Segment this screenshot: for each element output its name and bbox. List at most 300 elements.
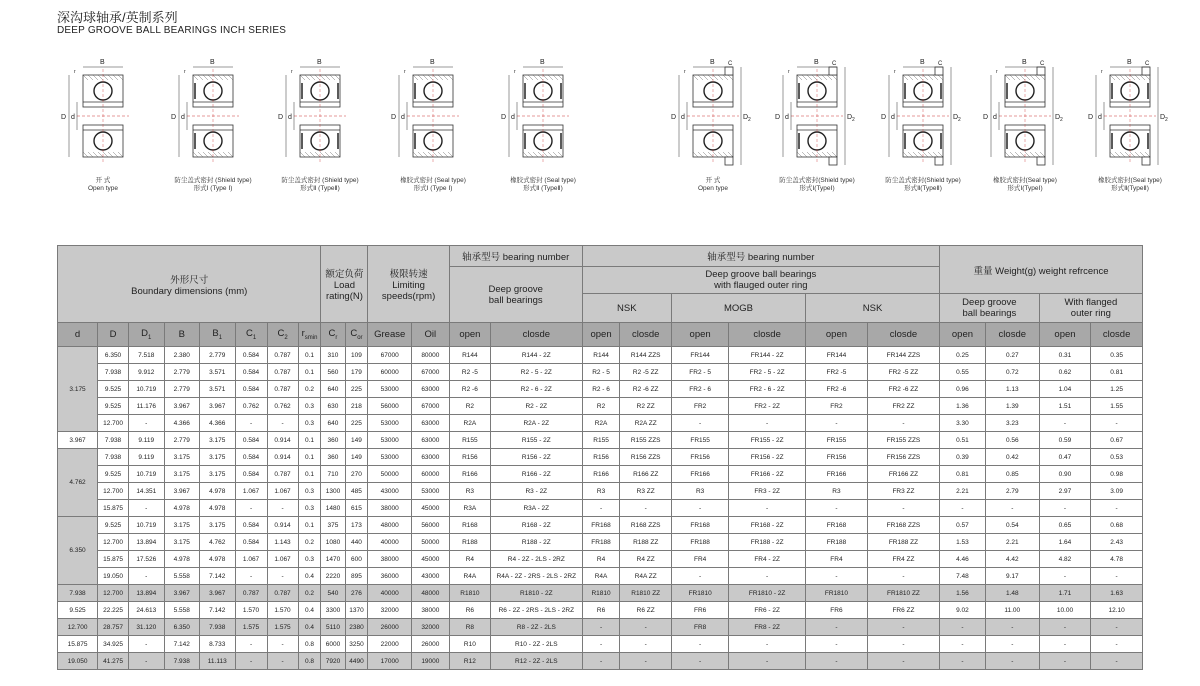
table-cell: R144 [582, 347, 620, 364]
bearing-diagram [158, 55, 268, 195]
svg-text:r: r [894, 69, 896, 75]
bearing-cross-section-icon [762, 55, 872, 175]
table-cell: 0.584 [235, 381, 267, 398]
table-cell: 640 [321, 381, 345, 398]
diagram-caption-line2: Open type [88, 185, 118, 192]
svg-text:D: D [171, 114, 177, 121]
table-cell: FR2 -6 [806, 381, 868, 398]
bearing-number-header-1: 轴承型号 bearing number [449, 246, 582, 267]
table-cell: 0.787 [267, 347, 298, 364]
table-cell: - [1039, 415, 1091, 432]
speed-cn: 极限转速 [389, 269, 428, 280]
table-cell: 38000 [368, 500, 412, 517]
svg-text:D: D [953, 114, 959, 121]
load-cn: 额定负荷 [325, 269, 364, 280]
table-cell: 360 [321, 449, 345, 466]
table-cell: FR1810 [806, 585, 868, 602]
table-cell: 1.067 [267, 551, 298, 568]
table-cell: 34.925 [98, 636, 129, 653]
table-cell: 43000 [368, 483, 412, 500]
table-cell: 9.525 [98, 381, 129, 398]
table-cell: R1810 ZZ [620, 585, 672, 602]
diagram-caption-line1: 橡胶式密封(Seal type) [993, 177, 1057, 184]
table-cell: 2.21 [985, 534, 1039, 551]
table-cell: R188 - 2Z [491, 534, 583, 551]
table-cell: 895 [345, 568, 368, 585]
svg-text:C: C [728, 61, 733, 67]
bearing-number-header-2: 轴承型号 bearing number [582, 246, 939, 267]
table-cell: 12.700 [98, 534, 129, 551]
diagram-caption-line2: 形式Ⅱ (TypeⅡ) [523, 185, 563, 192]
table-cell: 10.719 [129, 517, 165, 534]
table-row [58, 551, 1143, 568]
table-cell: 13.894 [129, 534, 165, 551]
table-cell: 0.1 [298, 466, 321, 483]
table-cell: 63000 [411, 381, 449, 398]
svg-text:C: C [1145, 61, 1150, 67]
table-cell: 0.762 [235, 398, 267, 415]
table-cell: - [129, 415, 165, 432]
table-cell: 1.56 [940, 585, 986, 602]
table-cell: - [940, 653, 986, 670]
table-cell: R168 ZZS [620, 517, 672, 534]
table-cell: 4.978 [200, 500, 236, 517]
table-cell: FR2 - 2Z [729, 398, 806, 415]
table-cell: 0.787 [235, 585, 267, 602]
table-cell: - [806, 568, 868, 585]
table-cell: - [1091, 500, 1143, 517]
column-header: $D_1$ [129, 323, 165, 347]
table-cell: FR144 [806, 347, 868, 364]
table-cell: R3A - 2Z [491, 500, 583, 517]
table-cell: - [867, 653, 939, 670]
svg-text:D: D [278, 114, 284, 121]
table-cell: - [671, 415, 728, 432]
table-cell: 7920 [321, 653, 345, 670]
table-cell: - [267, 500, 298, 517]
bore-diameter-cell: 3.175 [58, 347, 98, 432]
diagram-caption-line1: 防尘盖式密封 (Shield type) [174, 177, 252, 184]
table-cell: 67000 [411, 398, 449, 415]
table-cell: 1.067 [267, 483, 298, 500]
table-cell: 0.27 [985, 347, 1039, 364]
table-cell: 53000 [368, 449, 412, 466]
table-cell: 0.25 [940, 347, 986, 364]
table-cell: - [985, 619, 1039, 636]
bearing-cross-section-icon [378, 55, 488, 175]
table-cell: FR156 [671, 449, 728, 466]
table-cell: FR188 [806, 534, 868, 551]
table-cell: - [1091, 568, 1143, 585]
table-cell: FR155 [671, 432, 728, 449]
table-cell: 1.25 [1091, 381, 1143, 398]
table-cell: 3.175 [164, 517, 200, 534]
svg-text:C: C [938, 61, 943, 67]
svg-text:D: D [983, 114, 989, 121]
table-row [58, 602, 1143, 619]
table-cell: - [1091, 653, 1143, 670]
column-header: open [940, 323, 986, 347]
table-cell: - [940, 636, 986, 653]
table-cell: - [867, 568, 939, 585]
table-cell: FR4 [806, 551, 868, 568]
table-cell: 26000 [368, 619, 412, 636]
diagram-caption-line2: 形式Ⅱ (TypeⅡ) [300, 185, 340, 192]
table-cell: 630 [321, 398, 345, 415]
table-cell: 36000 [368, 568, 412, 585]
table-cell: - [671, 636, 728, 653]
table-cell: R144 ZZS [620, 347, 672, 364]
table-cell: 310 [321, 347, 345, 364]
table-cell: 2.779 [164, 432, 200, 449]
svg-text:B: B [710, 59, 715, 66]
table-cell: R2 - 5 [582, 364, 620, 381]
bearing-diagram [868, 55, 978, 195]
table-cell: 1370 [345, 602, 368, 619]
table-cell: 3.967 [200, 398, 236, 415]
bearing-cross-section-icon [488, 55, 598, 175]
table-cell: - [806, 500, 868, 517]
table-cell: 375 [321, 517, 345, 534]
table-cell: 7.142 [200, 602, 236, 619]
diagram-caption-line2: 形式Ⅰ (Type Ⅰ) [193, 185, 233, 192]
table-cell: 7.938 [98, 449, 129, 466]
table-cell: - [1039, 653, 1091, 670]
flanged-line1: Deep groove ball bearings [705, 269, 817, 280]
table-cell: FR8 - 2Z [729, 619, 806, 636]
table-row [58, 347, 1143, 364]
table-cell: FR8 [671, 619, 728, 636]
table-cell: FR2 - 6 [671, 381, 728, 398]
table-cell: FR188 [671, 534, 728, 551]
bearing-diagram [48, 55, 158, 195]
table-cell: 0.914 [267, 449, 298, 466]
table-cell: 32000 [411, 619, 449, 636]
svg-text:2: 2 [958, 117, 961, 123]
table-cell: FR168 [671, 517, 728, 534]
table-cell: FR1810 ZZ [867, 585, 939, 602]
table-cell: - [235, 415, 267, 432]
table-cell: 13.894 [129, 585, 165, 602]
table-cell: - [267, 653, 298, 670]
diagram-caption-line1: 橡胶式密封 (Seal type) [400, 177, 466, 184]
table-cell: - [267, 568, 298, 585]
deep-groove-line2: ball bearings [488, 294, 543, 306]
svg-text:B: B [1022, 59, 1027, 66]
table-cell: 0.54 [985, 517, 1039, 534]
table-cell: 1300 [321, 483, 345, 500]
table-cell: - [1091, 636, 1143, 653]
table-cell: - [1039, 500, 1091, 517]
mogb-header: MOGB [671, 294, 805, 323]
table-cell: 7.938 [98, 432, 129, 449]
table-cell: 26000 [411, 636, 449, 653]
bore-diameter-cell: 15.875 [58, 636, 98, 653]
table-cell: 0.31 [1039, 347, 1091, 364]
table-cell: 8.733 [200, 636, 236, 653]
table-cell: FR1810 - 2Z [729, 585, 806, 602]
table-cell: 5.558 [164, 568, 200, 585]
table-cell: 4.42 [985, 551, 1039, 568]
table-cell: 1480 [321, 500, 345, 517]
table-cell: FR2 - 5 [671, 364, 728, 381]
table-row [58, 432, 1143, 449]
load-rating-header [321, 246, 368, 323]
table-cell: FR155 - 2Z [729, 432, 806, 449]
table-cell: 4.78 [1091, 551, 1143, 568]
table-cell: - [620, 500, 672, 517]
table-cell: 0.59 [1039, 432, 1091, 449]
table-cell: R12 [449, 653, 490, 670]
table-cell: R1810 - 2Z [491, 585, 583, 602]
table-cell: 0.39 [940, 449, 986, 466]
table-cell: FR4 ZZ [867, 551, 939, 568]
table-cell: 2.779 [200, 347, 236, 364]
table-cell: 3.175 [200, 517, 236, 534]
table-cell: FR168 - 2Z [729, 517, 806, 534]
table-cell: 0.1 [298, 347, 321, 364]
table-cell: 7.518 [129, 347, 165, 364]
table-row [58, 517, 1143, 534]
boundary-dimensions-header [58, 246, 321, 323]
table-cell: 0.1 [298, 432, 321, 449]
page-title-block [57, 10, 286, 37]
table-cell: 48000 [368, 517, 412, 534]
table-cell: 40000 [368, 534, 412, 551]
table-cell: R156 [582, 449, 620, 466]
table-cell: 3.967 [200, 585, 236, 602]
table-cell: - [129, 636, 165, 653]
table-cell: 0.55 [940, 364, 986, 381]
table-cell: R4A - 2Z - 2RS - 2LS - 2RZ [491, 568, 583, 585]
table-cell: - [582, 500, 620, 517]
table-cell: R155 [449, 432, 490, 449]
table-cell: FR144 [671, 347, 728, 364]
diagram-caption-line1: 橡胶式密封 (Seal type) [510, 177, 576, 184]
table-cell: - [867, 415, 939, 432]
table-cell: 2.779 [164, 364, 200, 381]
table-cell: R168 - 2Z [491, 517, 583, 534]
table-cell: 1.64 [1039, 534, 1091, 551]
column-header: $C_{or}$ [345, 323, 368, 347]
table-cell: 0.762 [267, 398, 298, 415]
table-cell: 7.142 [164, 636, 200, 653]
table-cell: 0.2 [298, 534, 321, 551]
table-cell: 0.42 [985, 449, 1039, 466]
table-row [58, 483, 1143, 500]
table-cell: R10 - 2Z - 2LS [491, 636, 583, 653]
table-cell: 2.779 [164, 381, 200, 398]
table-cell: - [235, 500, 267, 517]
table-cell: 0.584 [235, 466, 267, 483]
table-cell: 109 [345, 347, 368, 364]
table-cell: 4.82 [1039, 551, 1091, 568]
table-cell: FR155 ZZS [867, 432, 939, 449]
table-cell: - [806, 619, 868, 636]
table-cell: 0.81 [940, 466, 986, 483]
table-cell: R2 -6 ZZ [620, 381, 672, 398]
table-cell: R2 - 6 - 2Z [491, 381, 583, 398]
table-cell: R155 [582, 432, 620, 449]
table-cell: 0.787 [267, 381, 298, 398]
table-cell: - [985, 500, 1039, 517]
table-cell: 9.17 [985, 568, 1039, 585]
table-cell: R2 -5 [449, 364, 490, 381]
table-cell: - [729, 415, 806, 432]
table-cell: R144 [449, 347, 490, 364]
table-cell: - [1091, 619, 1143, 636]
column-header: closde [1091, 323, 1143, 347]
table-cell: 0.81 [1091, 364, 1143, 381]
table-cell: R3A [449, 500, 490, 517]
svg-text:r: r [684, 69, 686, 75]
table-cell: - [806, 415, 868, 432]
table-cell: R6 [449, 602, 490, 619]
table-cell: 1.39 [985, 398, 1039, 415]
table-cell: 50000 [411, 534, 449, 551]
bearing-diagram [488, 55, 598, 195]
table-cell: R3 [671, 483, 728, 500]
boundary-en: Boundary dimensions (mm) [131, 285, 248, 297]
table-cell: 63000 [411, 449, 449, 466]
speed-en1: Limiting [392, 280, 425, 291]
table-row [58, 636, 1143, 653]
table-cell: 225 [345, 381, 368, 398]
table-cell: 3250 [345, 636, 368, 653]
diagram-caption-line1: 橡胶式密封(Seal type) [1098, 177, 1162, 184]
table-cell: - [1039, 619, 1091, 636]
table-cell: FR1810 [671, 585, 728, 602]
table-cell: 4.978 [164, 500, 200, 517]
column-header: closde [491, 323, 583, 347]
table-cell: 0.3 [298, 483, 321, 500]
w-flange-line2: outer ring [1070, 308, 1111, 319]
table-cell: 600 [345, 551, 368, 568]
table-cell: FR188 - 2Z [729, 534, 806, 551]
svg-text:D: D [775, 114, 781, 121]
table-cell: 3.571 [200, 364, 236, 381]
table-cell: 80000 [411, 347, 449, 364]
column-header: d [58, 323, 98, 347]
table-cell: R4A [449, 568, 490, 585]
weight-deep-groove-header [940, 294, 1040, 323]
table-cell: R2A [449, 415, 490, 432]
table-cell: R166 ZZ [620, 466, 672, 483]
table-cell: FR166 [671, 466, 728, 483]
table-cell: R6 ZZ [620, 602, 672, 619]
table-cell: 0.62 [1039, 364, 1091, 381]
table-cell: FR166 - 2Z [729, 466, 806, 483]
table-cell: 0.584 [235, 449, 267, 466]
speed-en2: speeds(rpm) [381, 291, 436, 302]
svg-text:r: r [514, 69, 516, 75]
table-cell: - [671, 568, 728, 585]
column-header: open [449, 323, 490, 347]
table-cell: 0.57 [940, 517, 986, 534]
bore-diameter-cell: 3.967 [58, 432, 98, 449]
table-cell: R188 [449, 534, 490, 551]
table-cell: R2A - 2Z [491, 415, 583, 432]
table-cell: 63000 [411, 432, 449, 449]
table-cell: R156 - 2Z [491, 449, 583, 466]
table-cell: R2A [582, 415, 620, 432]
table-cell: 0.8 [298, 653, 321, 670]
table-cell: R2 [449, 398, 490, 415]
column-header: $r_{smin}$ [298, 323, 321, 347]
table-cell: 5110 [321, 619, 345, 636]
table-cell: 0.67 [1091, 432, 1143, 449]
table-cell: - [1039, 568, 1091, 585]
svg-text:d: d [288, 114, 292, 121]
table-cell: 6.350 [98, 347, 129, 364]
table-cell: 3.967 [164, 585, 200, 602]
bearing-diagram [1075, 55, 1185, 195]
column-header: $C_2$ [267, 323, 298, 347]
table-cell: R166 [449, 466, 490, 483]
table-cell: 1.48 [985, 585, 1039, 602]
svg-text:2: 2 [1060, 117, 1063, 123]
table-cell: FR155 [806, 432, 868, 449]
table-cell: FR6 - 2Z [729, 602, 806, 619]
column-header: closde [620, 323, 672, 347]
table-row [58, 500, 1143, 517]
table-cell: 540 [321, 585, 345, 602]
table-cell: 1.63 [1091, 585, 1143, 602]
table-row [58, 398, 1143, 415]
bearing-cross-section-icon [48, 55, 158, 175]
load-en2: rating(N) [325, 291, 363, 302]
column-header: closde [729, 323, 806, 347]
column-header: B [164, 323, 200, 347]
table-cell: 12.700 [98, 585, 129, 602]
column-header: closde [867, 323, 939, 347]
table-cell: 1.04 [1039, 381, 1091, 398]
table-cell: FR156 - 2Z [729, 449, 806, 466]
table-cell: 0.1 [298, 517, 321, 534]
table-cell: 0.787 [267, 364, 298, 381]
table-cell: 63000 [411, 415, 449, 432]
column-header: $C_r$ [321, 323, 345, 347]
bearing-table [57, 245, 1143, 670]
column-header: $C_1$ [235, 323, 267, 347]
table-cell: R2 - 6 [582, 381, 620, 398]
table-cell: 149 [345, 432, 368, 449]
table-cell: 9.912 [129, 364, 165, 381]
bearing-diagram [378, 55, 488, 195]
table-cell: 0.4 [298, 602, 321, 619]
table-cell: 60000 [368, 364, 412, 381]
table-cell: 560 [321, 364, 345, 381]
column-header: Oil [411, 323, 449, 347]
table-cell: 10.719 [129, 381, 165, 398]
table-cell: - [129, 653, 165, 670]
svg-text:D: D [1055, 114, 1061, 121]
table-cell: - [129, 568, 165, 585]
boundary-cn: 外形尺寸 [170, 274, 209, 286]
diagram-caption-line2: 形式Ⅰ (Type Ⅰ) [413, 185, 453, 192]
table-cell: 53000 [368, 432, 412, 449]
bearing-cross-section-icon [265, 55, 375, 175]
table-cell: 0.90 [1039, 466, 1091, 483]
table-cell: 4490 [345, 653, 368, 670]
bearing-cross-section-icon [868, 55, 978, 175]
table-cell: 615 [345, 500, 368, 517]
table-cell: 24.613 [129, 602, 165, 619]
table-cell: 53000 [368, 381, 412, 398]
svg-text:2: 2 [1165, 117, 1168, 123]
table-cell: 1.570 [267, 602, 298, 619]
table-cell: 0.1 [298, 364, 321, 381]
